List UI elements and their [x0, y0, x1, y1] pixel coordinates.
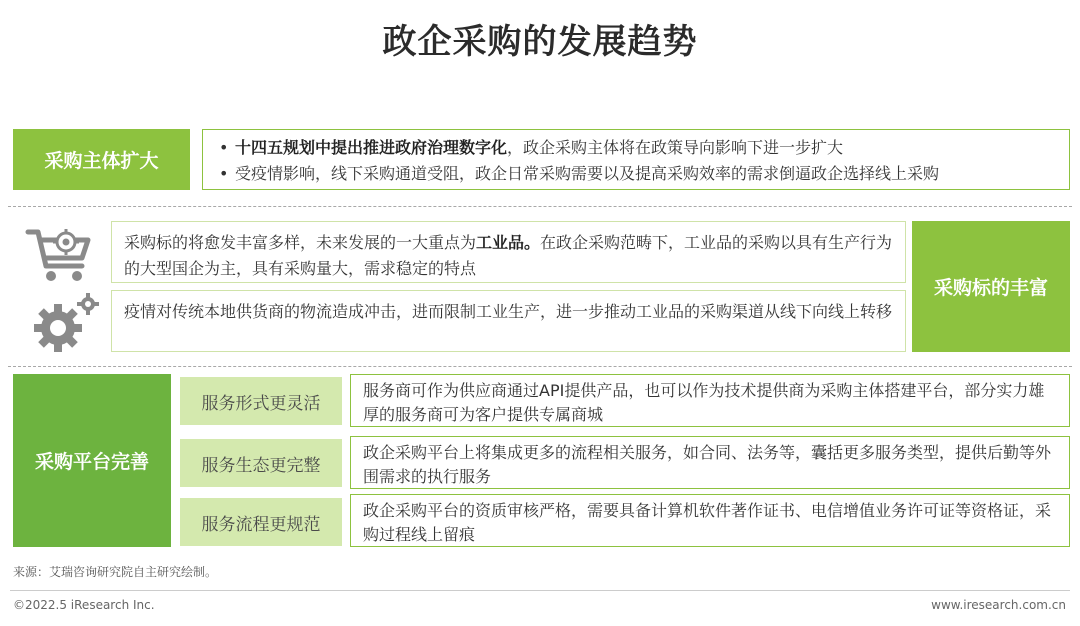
section-divider [8, 366, 1072, 367]
service-label-text: 服务形式更灵活 [201, 393, 321, 414]
service-label-flexible [180, 377, 342, 425]
bullet-list [215, 135, 1057, 187]
copyright-text: ©2022.5 iResearch Inc. [13, 598, 155, 612]
paragraph-bold-text: 工业品。 [476, 233, 541, 252]
section-label-purchasing-targets [912, 221, 1070, 352]
section-label-text: 采购主体扩大 [44, 150, 159, 172]
website-link[interactable]: www.iresearch.com.cn [931, 598, 1066, 612]
bullet-item [215, 161, 1057, 187]
service-desc-flexible [350, 374, 1070, 427]
service-desc-text: 政企采购平台的资质审核严格，需要具备计算机软件著作证书、电信增值业务许可证等资格证，采购过程线上留痕 [363, 501, 1052, 544]
service-label-text: 服务流程更规范 [201, 514, 321, 535]
section-label-text: 采购平台完善 [34, 451, 149, 473]
bullet-item [215, 135, 1057, 161]
service-desc-complete [350, 436, 1070, 489]
bullet-text: 受疫情影响，线下采购通道受阻，政企日常采购需要以及提高采购效率的需求倒逼政企选择线上采购 [235, 164, 940, 183]
shopping-cart-gear-icon [24, 224, 96, 284]
source-note: 来源：艾瑞咨询研究院自主研究绘制。 [13, 565, 218, 579]
paragraph-text: 采购标的将愈发丰富多样，未来发展的一大重点为 [124, 233, 477, 252]
gears-icon [28, 292, 100, 354]
paragraph-text: 在政企采购范畴下，工业品的采购以具有生产行为的大型国企为主，具有采购量大，需求稳定的特点 [124, 233, 893, 278]
section-label-purchasing-platform [13, 374, 171, 547]
paragraph-text: 疫情对传统本地供货商的物流造成冲击，进而限制工业生产，进一步推动工业品的采购渠道从线下向线上转移 [124, 302, 893, 321]
industrial-goods-box [111, 221, 906, 283]
service-desc-text: 服务商可作为供应商通过API提供产品，也可以作为技术提供商为采购主体搭建平台，部分实力雄厚的服务商可为客户提供专属商城 [363, 381, 1045, 424]
bullet-bold-text: 十四五规划中提出推进政府治理数字化 [235, 138, 508, 157]
page-title: 政企采购的发展趋势 [382, 22, 698, 62]
footer-divider [10, 590, 1070, 591]
service-label-standardized [180, 498, 342, 546]
logistics-impact-box [111, 290, 906, 352]
bullet-text: ，政企采购主体将在政策导向影响下进一步扩大 [507, 138, 844, 157]
service-desc-standardized [350, 494, 1070, 547]
section-label-purchasing-subject [13, 129, 190, 190]
service-label-complete [180, 439, 342, 487]
service-desc-text: 政企采购平台上将集成更多的流程相关服务，如合同、法务等，囊括更多服务类型，提供后勤等外围需求的执行服务 [363, 443, 1052, 486]
section-label-text: 采购标的丰富 [933, 277, 1048, 299]
section-divider [8, 206, 1072, 207]
service-label-text: 服务生态更完整 [201, 455, 321, 476]
purchasing-subject-box [202, 129, 1070, 190]
